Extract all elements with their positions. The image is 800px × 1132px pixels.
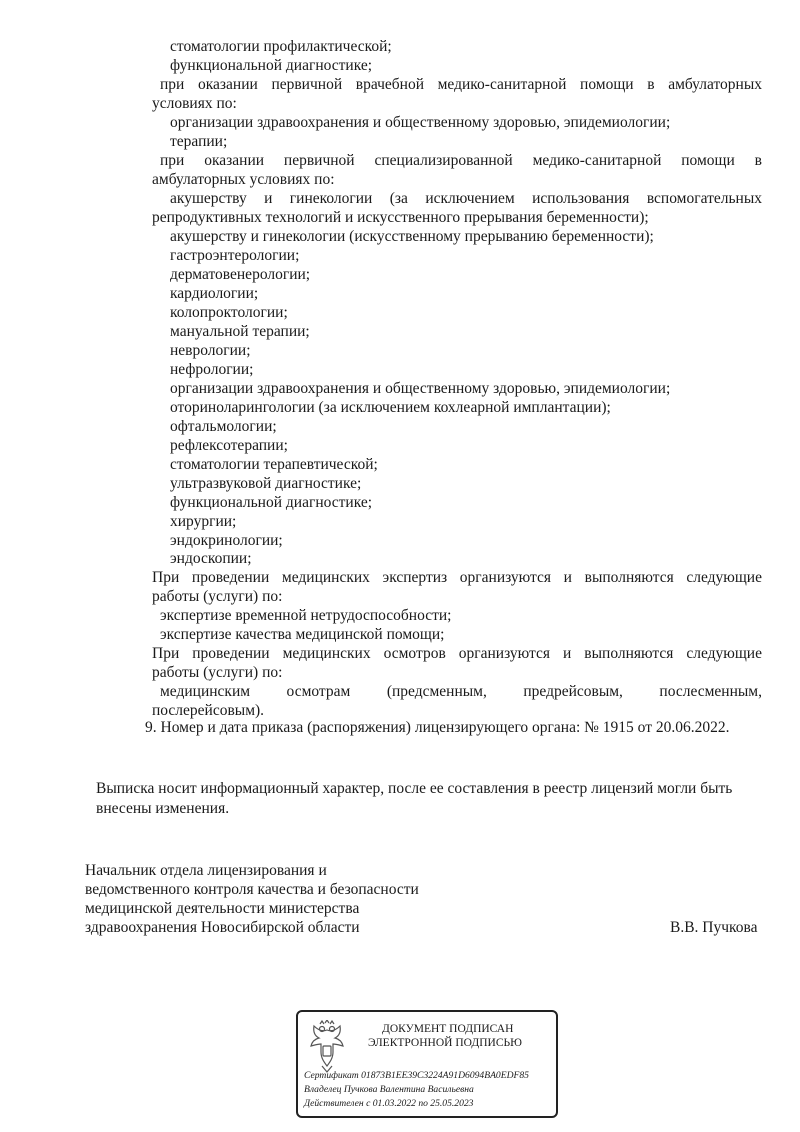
body-line: медицинским осмотрам (предсменным, предрейсовым, послесменным, <box>160 683 762 700</box>
body-line: эндоскопии; <box>170 550 252 567</box>
body-line: нефрологии; <box>170 361 254 378</box>
body-line: колопроктологии; <box>170 304 288 321</box>
signatory-title-line: ведомственного контроля качества и безопасности <box>85 881 419 898</box>
coat-of-arms-icon <box>304 1020 350 1074</box>
body-line: функциональной диагностике; <box>170 57 373 74</box>
stamp-certificate: Сертификат 01873B1EE39C3224A91D6094BA0EDF85 <box>304 1070 529 1081</box>
body-line: мануальной терапии; <box>170 323 310 340</box>
stamp-owner: Владелец Пучкова Валентина Васильевна <box>304 1084 474 1095</box>
body-line: при оказании первичной специализированной медико-санитарной помощи в <box>160 152 762 169</box>
body-line: терапии; <box>170 133 228 150</box>
item-9: 9. Номер и дата приказа (распоряжения) лицензирующего органа: № 1915 от 20.06.2022. <box>145 719 730 736</box>
body-line: условиях по: <box>152 95 237 112</box>
body-line: функциональной диагностике; <box>170 494 373 511</box>
body-line: неврологии; <box>170 342 251 359</box>
e-signature-stamp <box>296 1010 558 1118</box>
body-line: при оказании первичной врачебной медико-санитарной помощи в амбулаторных <box>160 76 762 93</box>
signatory-name: В.В. Пучкова <box>670 919 758 936</box>
notice-line: Выписка носит информационный характер, после ее составления в реестр лицензий могли быть <box>96 780 733 797</box>
stamp-line-2: ЭЛЕКТРОННОЙ ПОДПИСЬЮ <box>368 1037 522 1049</box>
body-line: организации здравоохранения и общественному здоровью, эпидемиологии; <box>170 380 671 397</box>
body-line: репродуктивных технологий и искусственного прерывания беременности); <box>152 209 649 226</box>
body-line: экспертизе качества медицинской помощи; <box>160 626 445 643</box>
body-line: послерейсовым). <box>152 702 265 719</box>
stamp-validity: Действителен с 01.03.2022 по 25.05.2023 <box>304 1098 474 1109</box>
body-line: работы (услуги) по: <box>152 664 283 681</box>
body-line: экспертизе временной нетрудоспособности; <box>160 607 452 624</box>
body-line: организации здравоохранения и общественному здоровью, эпидемиологии; <box>170 114 671 131</box>
body-line: кардиологии; <box>170 285 259 302</box>
body-line: эндокринологии; <box>170 532 283 549</box>
signatory-title-line: Начальник отдела лицензирования и <box>85 862 327 879</box>
body-line: рефлексотерапии; <box>170 437 288 454</box>
body-line: офтальмологии; <box>170 418 277 435</box>
body-line: При проведении медицинских осмотров организуются и выполняются следующие <box>152 645 762 662</box>
body-line: дерматовенерологии; <box>170 266 311 283</box>
body-line: стоматологии терапевтической; <box>170 456 378 473</box>
signatory-title-line: медицинской деятельности министерства <box>85 900 360 917</box>
body-line: ультразвуковой диагностике; <box>170 475 362 492</box>
signatory-title-line: здравоохранения Новосибирской области <box>85 919 360 936</box>
body-line: стоматологии профилактической; <box>170 38 392 55</box>
body-line: амбулаторных условиях по: <box>152 171 335 188</box>
body-line: акушерству и гинекологии (за исключением использования вспомогательных <box>170 190 762 207</box>
notice-line: внесены изменения. <box>96 800 230 817</box>
body-line: оториноларингологии (за исключением кохлеарной имплантации); <box>170 399 611 416</box>
body-line: работы (услуги) по: <box>152 588 283 605</box>
body-line: гастроэнтерологии; <box>170 247 300 264</box>
body-line: акушерству и гинекологии (искусственному прерыванию беременности); <box>170 228 654 245</box>
body-line: При проведении медицинских экспертиз организуются и выполняются следующие <box>152 569 762 586</box>
stamp-line-1: ДОКУМЕНТ ПОДПИСАН <box>382 1023 514 1035</box>
body-line: хирургии; <box>170 513 237 530</box>
